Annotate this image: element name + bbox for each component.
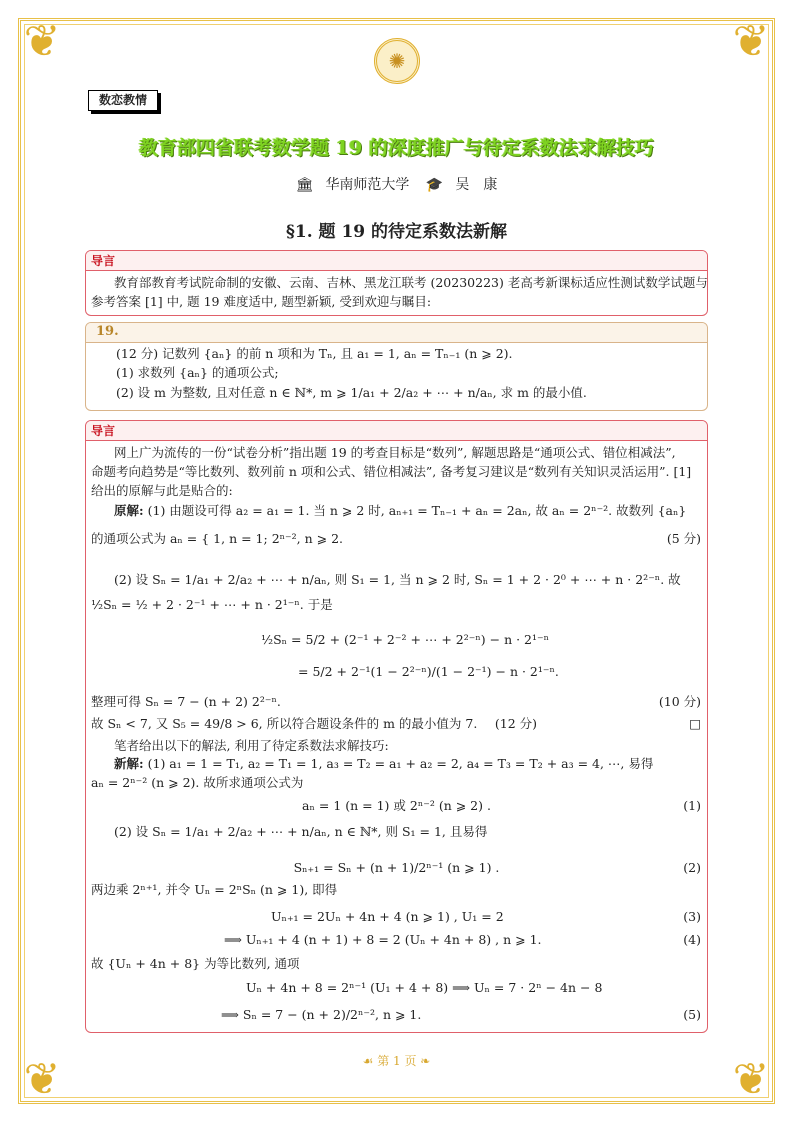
problem-number: 19. (86, 323, 707, 343)
text-line: aₙ = 2ⁿ⁻² (n ⩾ 2). 故所求通项公式为 (91, 775, 304, 790)
column-tag: 数恋教情 (88, 90, 158, 111)
text-line: 命题考向趋势是“等比数列、数列前 n 项和公式、错位相减法”, 备考复习建议是“数列有关知识灵活运用”. [1] (91, 464, 692, 479)
equation: Sₙ₊₁ = Sₙ + (n + 1)/2ⁿ⁻¹ (n ⩾ 1) . (293, 860, 500, 875)
page-footer (0, 1052, 793, 1069)
analysis-box (85, 420, 708, 1033)
section-heading: §1. 题 19 的待定系数法新解 (285, 222, 508, 242)
text-line: 整理可得 Sₙ = 7 − (n + 2) 2²⁻ⁿ. (91, 694, 281, 709)
score-label: (10 分) (658, 694, 701, 709)
corner-ornament-icon: ❦ (732, 16, 770, 67)
author-line (0, 174, 793, 194)
text-line (114, 502, 702, 520)
equation: ½Sₙ = 5/2 + (2⁻¹ + 2⁻² + ⋯ + 2²⁻ⁿ) − n · 2¹⁻ⁿ (261, 632, 550, 647)
problem-line: (12 分) 记数列 {aₙ} 的前 n 项和为 Tₙ, 且 a₁ = 1, aₙ = Tₙ₋₁ (n ⩾ 2). (116, 346, 513, 361)
text-line: 两边乘 2ⁿ⁺¹, 并令 Uₙ = 2ⁿSₙ (n ⩾ 1), 即得 (91, 882, 338, 897)
intro-line: 教育部教育考试院命制的安徽、云南、吉林、黑龙江联考 (20230223) 老高考新课标适应性测试数学试题与 (114, 275, 708, 290)
text-line: (2) 设 Sₙ = 1/a₁ + 2/a₂ + ⋯ + n/aₙ, n ∈ ℕ*, 则 S₁ = 1, 且易得 (114, 824, 488, 839)
intro-heading: 导言 (86, 251, 707, 271)
problem-box (85, 322, 708, 411)
qed-icon: □ (689, 716, 701, 731)
text: (1) 由题设可得 a₂ = a₁ = 1. 当 n ⩾ 2 时, aₙ₊₁ = Tₙ₋₁ + aₙ = 2aₙ, 故 aₙ = 2ⁿ⁻². 故数列 {aₙ} (147, 503, 687, 518)
problem-line: (1) 求数列 {aₙ} 的通项公式; (116, 365, 279, 380)
problem-line: (2) 设 m 为整数, 且对任意 n ∈ ℕ*, m ⩾ 1/a₁ + 2/a₂ + ⋯ + n/aₙ, 求 m 的最小值. (116, 385, 587, 400)
equation-number: (3) (683, 909, 701, 924)
text-line: 网上广为流传的一份“试卷分析”指出题 19 的考查目标是“数列”, 解题思路是“通项公式、错位相减法”, (114, 445, 676, 460)
equation-number: (1) (683, 798, 701, 813)
text-line: 给出的原解与此是贴合的: (91, 483, 233, 498)
analysis-heading: 导言 (86, 421, 707, 441)
text-line: (2) 设 Sₙ = 1/a₁ + 2/a₂ + ⋯ + n/aₙ, 则 S₁ = 1, 当 n ⩾ 2 时, Sₙ = 1 + 2 · 2⁰ + ⋯ + n · 2²⁻ⁿ. 故 (114, 572, 681, 587)
score-label: (12 分) (494, 716, 537, 731)
equation-number: (5) (683, 1007, 701, 1022)
text-line (114, 755, 702, 773)
ornament-right-icon: ❧ (416, 1054, 431, 1068)
affiliation: 华南师范大学 (325, 177, 410, 193)
equation: ⟹ Sₙ = 7 − (n + 2)/2ⁿ⁻², n ⩾ 1. (221, 1007, 422, 1022)
score-label: (5 分) (666, 531, 701, 546)
intro-box (85, 250, 708, 316)
new-solution-label: 新解: (114, 756, 144, 771)
author-name: 吴 康 (455, 177, 498, 193)
text-line: 笔者给出以下的解法, 利用了待定系数法求解技巧: (114, 738, 389, 753)
equation-number: (2) (683, 860, 701, 875)
university-icon: 🏛 (295, 177, 314, 193)
graduation-cap-icon: 🎓 (425, 177, 444, 193)
text-line: 故 {Uₙ + 4n + 8} 为等比数列, 通项 (91, 956, 300, 971)
equation: Uₙ₊₁ = 2Uₙ + 4n + 4 (n ⩾ 1) , U₁ = 2 (271, 909, 504, 924)
university-seal-icon: ✺ (374, 38, 420, 84)
original-solution-label: 原解: (114, 503, 144, 518)
intro-line: 参考答案 [1] 中, 题 19 难度适中, 题型新颖, 受到欢迎与瞩目: (91, 294, 432, 309)
formula-line: 的通项公式为 aₙ = { 1, n = 1; 2ⁿ⁻², n ⩾ 2. (91, 531, 344, 546)
text-line: ½Sₙ = ½ + 2 · 2⁻¹ + ⋯ + n · 2¹⁻ⁿ. 于是 (91, 597, 333, 612)
equation: ⟹ Uₙ₊₁ + 4 (n + 1) + 8 = 2 (Uₙ + 4n + 8) , n ⩾ 1. (224, 932, 542, 947)
article-title: 教育部四省联考数学题 19 的深度推广与待定系数法求解技巧 (139, 137, 654, 159)
text: (1) a₁ = 1 = T₁, a₂ = T₁ = 1, a₃ = T₂ = a₁ + a₂ = 2, a₄ = T₃ = T₂ + a₃ = 4, ⋯, 易得 (147, 756, 654, 771)
page-number: 第 1 页 (377, 1054, 417, 1068)
text-line: 故 Sₙ < 7, 又 S₅ = 49/8 > 6, 所以符合题设条件的 m 的最小值为 7. (91, 716, 478, 731)
corner-ornament-icon: ❦ (732, 1054, 770, 1105)
corner-ornament-icon: ❦ (23, 16, 61, 67)
corner-ornament-icon: ❦ (23, 1054, 61, 1105)
equation: = 5/2 + 2⁻¹(1 − 2²⁻ⁿ)/(1 − 2⁻¹) − n · 2¹⁻ⁿ. (298, 664, 559, 679)
equation: Uₙ + 4n + 8 = 2ⁿ⁻¹ (U₁ + 4 + 8) ⟹ Uₙ = 7 · 2ⁿ − 4n − 8 (246, 980, 603, 995)
equation: aₙ = 1 (n = 1) 或 2ⁿ⁻² (n ⩾ 2) . (302, 798, 491, 813)
ornament-left-icon: ☙ (362, 1054, 378, 1068)
equation-number: (4) (683, 932, 701, 947)
